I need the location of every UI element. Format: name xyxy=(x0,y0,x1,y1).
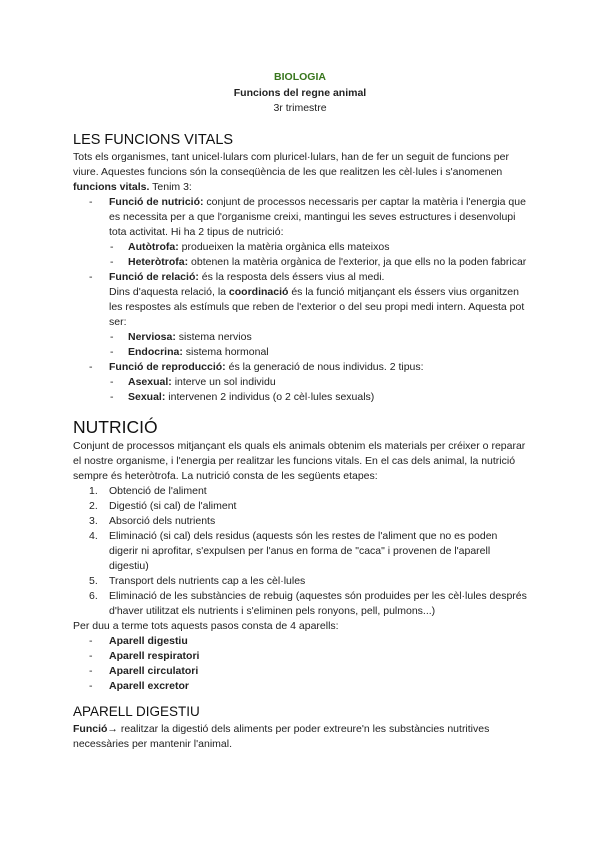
list-item-stage: Eliminació de les substàncies de rebuig (aquestes són produides per les cèl·lules després d'haver utilitzat els nutrients i s'eliminen pels ronyons, pell, pulmons...) xyxy=(109,590,527,617)
list-item-stage: Digestió (si cal) de l'aliment xyxy=(109,500,237,512)
document-title: Funcions del regne animal xyxy=(233,87,367,99)
vital-functions-list xyxy=(73,195,528,405)
list-item-reproduction-function: - Funció de reproducció: és la generació de nous individus. 2 tipus: - Asexual: interve un sol individu - Sexual: intervenen 2 individus (o 2 cèl·lules sexuals) xyxy=(73,360,528,405)
heading-vital-functions: LES FUNCIONS VITALS xyxy=(73,132,234,148)
list-item-relation-function: - Funció de relació: és la resposta dels éssers vius al medi. Dins d'aquesta relació, la coordinació és la funció mitjançant els éssers vius organitzen les respostes als estímuls que reben de l'exterior o del seu propi medi intern. Aquesta pot ser: - Nerviosa: sistema nervios - Endocrina: sistema hormonal xyxy=(73,270,528,360)
list-item-nervous: - Nerviosa: sistema nervios xyxy=(73,330,528,345)
term-label: 3r trimestre xyxy=(273,102,327,114)
list-item-stage: Transport dels nutrients cap a les cèl·lules xyxy=(109,575,306,587)
list-item-stage: Obtenció de l'aliment xyxy=(109,485,207,497)
nutrition-stages-list xyxy=(73,484,528,619)
document-body xyxy=(73,126,528,752)
list-item-asexual: - Asexual: interve un sol individu xyxy=(73,375,528,390)
coordination-types-list xyxy=(73,330,528,360)
list-item-stage: Eliminació (si cal) dels residus (aquests són les restes de l'aliment que no es poden digerir ni aprofitar, s'expulsen per l'anus en forma de "caca" i provenen de l'aparell digestiu) xyxy=(109,530,498,572)
list-item-heterotrophic: - Heteròtrofa: obtenen la matèria orgànica de l'exterior, ja que ells no la poden fabricar xyxy=(73,255,528,270)
list-item-sexual: - Sexual: intervenen 2 individus (o 2 cèl·lules sexuals) xyxy=(73,390,528,405)
arrow-right-icon: → xyxy=(107,723,118,735)
list-item-apparatus: - Aparell digestiu xyxy=(73,634,528,649)
apparatus-intro: Per duu a terme tots aquests pasos consta de 4 aparells: xyxy=(73,620,339,632)
heading-digestive-system: APARELL DIGESTIU xyxy=(73,704,200,719)
nutrition-types-list xyxy=(73,240,528,270)
list-item-stage: Absorció dels nutrients xyxy=(109,515,216,527)
subject-title: BIOLOGIA xyxy=(274,71,326,83)
heading-nutrition: NUTRICIÓ xyxy=(73,417,158,437)
list-item-autotrophic: - Autòtrofa: produeixen la matèria orgànica ells mateixos xyxy=(73,240,528,255)
nutrition-intro: Conjunt de processos mitjançant els quals els animals obtenim els materials per créixer o reparar el nostre organisme, i l'energia per realitzar les funcions vitals. En el cas dels animal, la nutrició sempre és heteròtrofa. La nutrició consta de les següents etapes: xyxy=(73,440,526,482)
reproduction-types-list xyxy=(73,375,528,405)
list-item-nutrition-function: - Funció de nutrició: conjunt de processos necessaris per captar la matèria i l'energia que es necessita per a que l'organisme creixi, mantingui les seves estructures i desenvolupi tota activitat. Hi ha 2 tipus de nutrició: - Autòtrofa: produeixen la matèria orgànica ells mateixos - Heteròtrofa: obtenen la matèria orgànica de l'exterior, ja que ells no la poden fabricar xyxy=(73,195,528,270)
apparatus-list xyxy=(73,634,528,694)
list-item-apparatus: - Aparell excretor xyxy=(73,679,528,694)
digestive-function-text: Funció→ realitzar la digestió dels aliments per poder extreure'n les substàncies nutritives necessàries per mantenir l'animal. xyxy=(73,723,490,750)
list-item-apparatus: - Aparell respiratori xyxy=(73,649,528,664)
list-item-apparatus: - Aparell circulatori xyxy=(73,664,528,679)
vitals-intro: Tots els organismes, tant unicel·lulars com pluricel·lulars, han de fer un seguit de funcions per viure. Aquestes funcions són la conseqüència de les que realitzen les cèl·lules i s'anomenen funcions vitals. Tenim 3: xyxy=(73,151,509,193)
list-item-endocrine: - Endocrina: sistema hormonal xyxy=(73,345,528,360)
